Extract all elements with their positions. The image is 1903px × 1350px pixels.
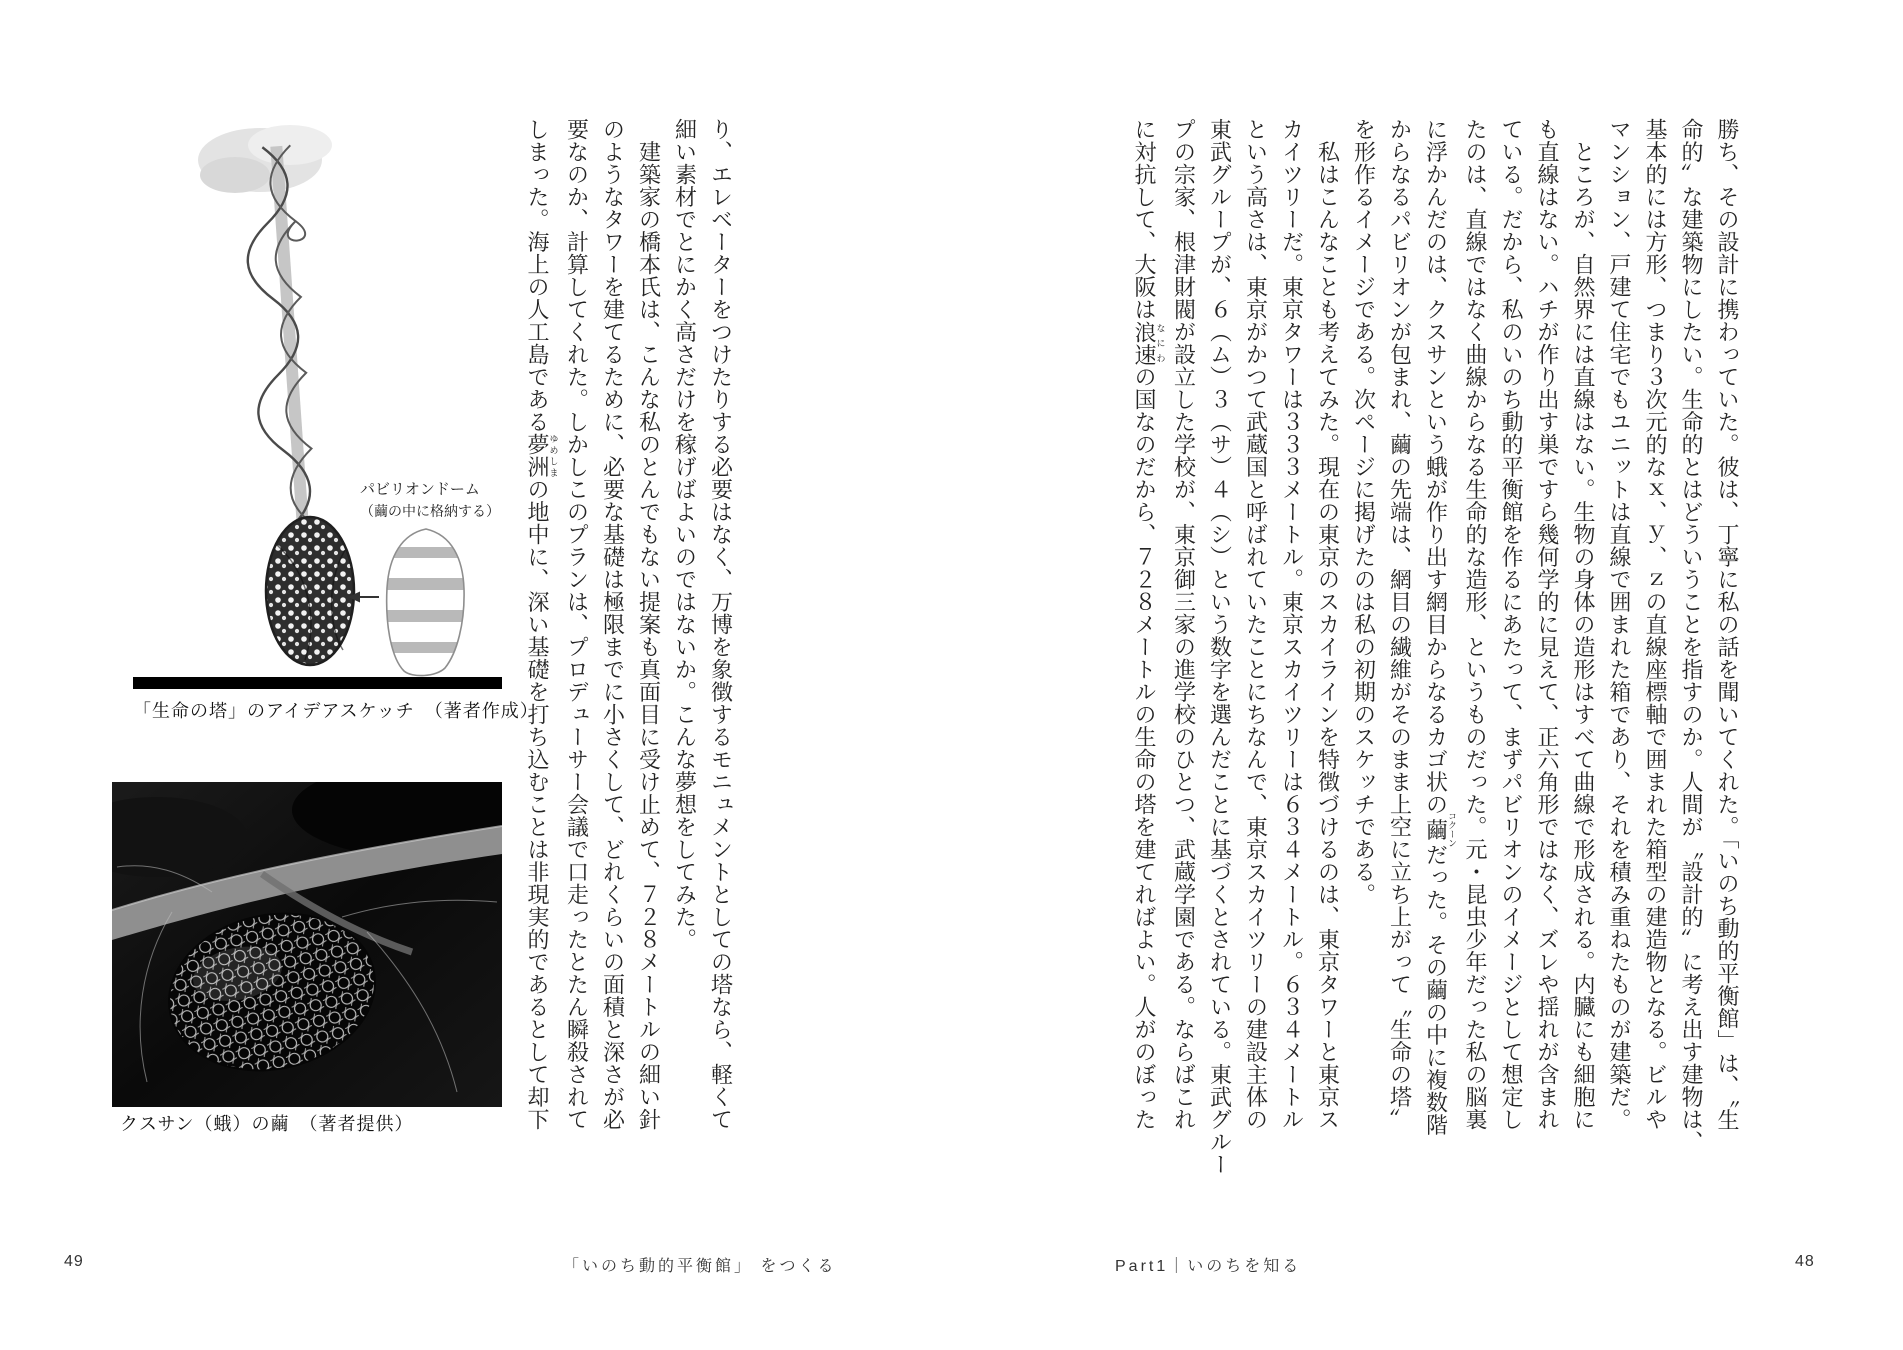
cocoon-photo [112,782,502,1107]
text-column: 私はこんなことも考えてみた。現在の東京のスカイラインを特徴づけるのは、東京タワーと東京ス [1315,118,1341,1131]
text-column: マンション、戸建て住宅でもユニットは直線で囲まれた箱であり、それを積み重ねたものが建築だ。 [1607,118,1632,1131]
text-column: のようなタワーを建てるために、必要な基礎は極限までに小さくして、どれくらいの面積と深さが必 [600,118,626,1131]
sketch-label-stored-in-cocoon: （繭の中に格納する） [360,503,500,519]
text-column: 細い素材でとにかく高さだけを稼げばよいのではないか。こんな夢想をしてみた。 [672,118,698,951]
text-column: からなるパビリオンが包まれ、繭の先端は、網目の繊維がそのまま上空に立ち上がって〝生命の塔〟 [1387,118,1413,1131]
text-column: に対抗して、大阪は浪速なにわの国なのだから、７２８メートルの生命の塔を建てればよい。人がのぼった [1132,118,1166,1131]
sketch-caption: 「生命の塔」のアイデアスケッチ （著者作成） [133,701,539,721]
text-column: 東武グループが、６（ム）３（サ）４（シ）という数字を選んだことに基づくとされている。東武グルー [1207,118,1233,1176]
page-number-right: 48 [1795,1253,1815,1270]
text-column: 基本的には方形、つまり３次元的なｘ、ｙ、ｚの直線座標軸で囲まれた箱型の建造物となる。ビルや [1643,118,1668,1131]
running-title-right: Part1｜いのちを知る [1115,1258,1302,1275]
text-column: も直線はない。ハチが作り出す巣ですら幾何学的に見えて、正六角形ではなく、ズレや揺れが含まれ [1535,118,1560,1131]
sketch-cocoon-base [266,517,354,665]
text-column: という高さは、東京がかつて武蔵国と呼ばれていたことにちなんで、東京スカイツリーの建設主体の [1243,118,1269,1131]
sketch-helix-tower [240,145,325,526]
text-column: プの宗家、根津財閥が設立した学校が、東京御三家の進学校のひとつ、武蔵学園である。ならばこれ [1171,118,1197,1131]
text-column: り、エレベーターをつけたりする必要はなく、万博を象徴するモニュメントとしての塔なら、軽くて [708,118,734,1131]
text-column: たのは、直線ではなく曲線からなる生命的な造形、というものだった。元・昆虫少年だった私の脳裏 [1463,118,1488,1131]
left-page-body-text [519,118,739,1134]
text-column: カイツリーだ。東京タワーは３３３メートル。東京スカイツリーは６３４メートル。６３４メートル [1279,118,1305,1131]
text-column: ところが、自然界には直線はない。生物の身体の造形はすべて曲線で形成される。内臓にも細胞に [1571,118,1596,1131]
text-column: を形作るイメージである。次ページに掲げたのは私の初期のスケッチである。 [1351,118,1377,906]
text-column: 命的〟な建築物にしたい。生命的とはどういうことを指すのか。人間が〝設計的〟に考え出す建物は、 [1679,118,1704,1153]
sketch-label-pavilion-dome: パビリオンドーム [360,481,480,498]
sketch-pavilion-dome-diagram [375,523,475,676]
text-column: しまった。海上の人工島である夢洲ゆめしまの地中に、深い基礎を打ち込むことは非現実的であるとして却下 [525,118,559,1131]
text-column: に浮かんだのは、クスサンという蛾が作り出す網目からなるカゴ状の繭コクーンだった。その繭の中に複数階 [1423,118,1457,1136]
text-column: 建築家の橋本氏は、こんな私のとんでもない提案も真面目に受け止めて、７２８メートルの細い針 [636,118,662,1131]
page-number-left: 49 [64,1253,84,1270]
text-column: 要なのか、計算してくれた。しかしこのプランは、プロデューサー会議で口走ったとたん瞬殺されて [564,118,590,1131]
sketch-fluff-top [198,125,332,193]
tower-of-life-sketch [105,115,505,695]
running-title-left: 「いのち動的平衡館」 をつくる [563,1258,837,1275]
right-page-body-text [1126,118,1745,1176]
sketch-ground-bar [133,677,502,689]
photo-caption: クスサン（蛾）の繭 （著者提供） [120,1114,414,1134]
text-column: 勝ち、その設計に携わっていた。彼は、丁寧に私の話を聞いてくれた。「いのち動的平衡館」は、〝生 [1715,118,1740,1131]
text-column: ている。だから、私のいのち動的平衡館を作るにあたって、まずパビリオンのイメージとして想定し [1499,118,1524,1131]
